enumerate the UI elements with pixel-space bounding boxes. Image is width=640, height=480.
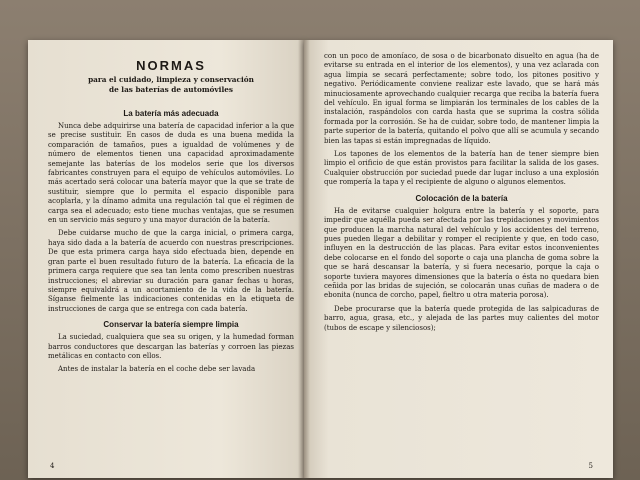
paragraph: Nunca debe adquirirse una batería de capacidad inferior a la que se precise sustituir. En casos de duda es una buena medida la comparación de tamaños, pues a igualdad de volúmenes y de número de elementos tienen una capacidad aproximadamente semejante las baterías de los modelos serie que los diversos fabricantes construyen para el equipo de vehículos automóviles. Lo más acertado será colocar una batería mayor que la que se trate de sustituir, siempre que lo permita el espacio disponible para acoplarla, y la dínamo admita una regulación tal que el régimen de carga sea el adecuado; esto tiene muchas ventajas, que se resumen en un servicio más seguro y una mayor duración de la batería. — [48, 122, 294, 225]
page-number: 4 — [50, 462, 55, 470]
page-number: 5 — [588, 462, 593, 470]
book-gutter — [298, 40, 310, 478]
subheading-line: de las baterías de automóviles — [109, 85, 233, 94]
page-heading: NORMAS — [136, 58, 206, 73]
section-title: La batería más adecuada — [123, 109, 219, 118]
right-page — [304, 40, 613, 478]
paragraph: con un poco de amoníaco, de sosa o de bicarbonato disuelto en agua (ha de evitarse su entrada en el interior de los elementos), y una vez aclarada con agua limpia se secará perfectamente; sobre todo, los pitones positivo y negativo. Periódicamente conviene realizar este lavado, que se hará más minuciosamente aprovechando cualquier recarga que reciba la batería fuera del vehículo. En igual forma se limpiarán los terminales de los cables de la instalación, raspándolos con carda hasta que se suprima la costra sólida formada por la corrosión. Se ha de cuidar, sobre todo, de mantener limpia la parte superior de la batería, quitando el polvo que allí se acumula y secando bien las tapas si están impregnadas de líquido. — [324, 52, 599, 145]
subheading-line: para el cuidado, limpieza y conservación — [88, 75, 254, 84]
paragraph: La suciedad, cualquiera que sea su origen, y la humedad forman barros conductores que descargan las baterías y corroen las piezas metálicas en contacto con ellos. — [48, 333, 294, 360]
section-title: Conservar la batería siempre limpia — [103, 320, 239, 330]
paragraph: Antes de instalar la batería en el coche debe ser lavada — [58, 365, 256, 374]
page-subheading — [48, 75, 294, 95]
open-booklet — [28, 40, 613, 478]
left-page — [28, 40, 304, 478]
paragraph: Ha de evitarse cualquier holgura entre la batería y el soporte, para impedir que aquélla pueda ser afectada por las trepidaciones y movimientos que producen la marcha natural del vehículo y los accidentes del terreno, pues pueden llegar a debilitar y romper el recipiente y que, en todo caso, influyen en la destrucción de las placas. Para evitar estos inconvenientes debe colocarse en el fondo del soporte o caja una plancha de goma sobre la que se hará descansar la batería, y si fuera necesario, porque la caja o soporte tuviera mayores dimensiones que la batería o ésta no quedara bien ceñida por las bridas de sujeción, se colocarán unas cuñas de madera o de ebonita (nunca de corcho, papel, fieltro u otra materia porosa). — [324, 206, 599, 300]
section-title: Colocación de la batería — [415, 193, 508, 203]
paragraph: Los tapones de los elementos de la batería han de tener siempre bien limpio el orificio de que están provistos para facilitar la salida de los gases. Cualquier obstrucción por suciedad puede dar lugar incluso a una explosión que rompería la tapa y el recipiente de alguno o algunos elementos. — [324, 150, 599, 187]
paragraph: Debe procurarse que la batería quede protegida de las salpicaduras de barro, agua, grasa, etc., y alejada de las partes muy calientes del motor (tubos de escape y silenciosos); — [324, 304, 599, 332]
paragraph: Debe cuidarse mucho de que la carga inicial, o primera carga, haya sido dada a la batería de acuerdo con nuestras prescripciones. De que esta primera carga haya sido efectuada bien, depende en gran parte el buen resultado futuro de la batería. La eficacia de la primera carga requiere que sea tan lenta como prescriben nuestras instrucciones; el abreviar su duración para ganar fechas u horas, siempre equivaldrá a un acortamiento de la vida de la batería. Síganse fielmente las indicaciones contenidas en la etiqueta de instrucciones de carga que se entrega con cada batería. — [48, 229, 294, 313]
